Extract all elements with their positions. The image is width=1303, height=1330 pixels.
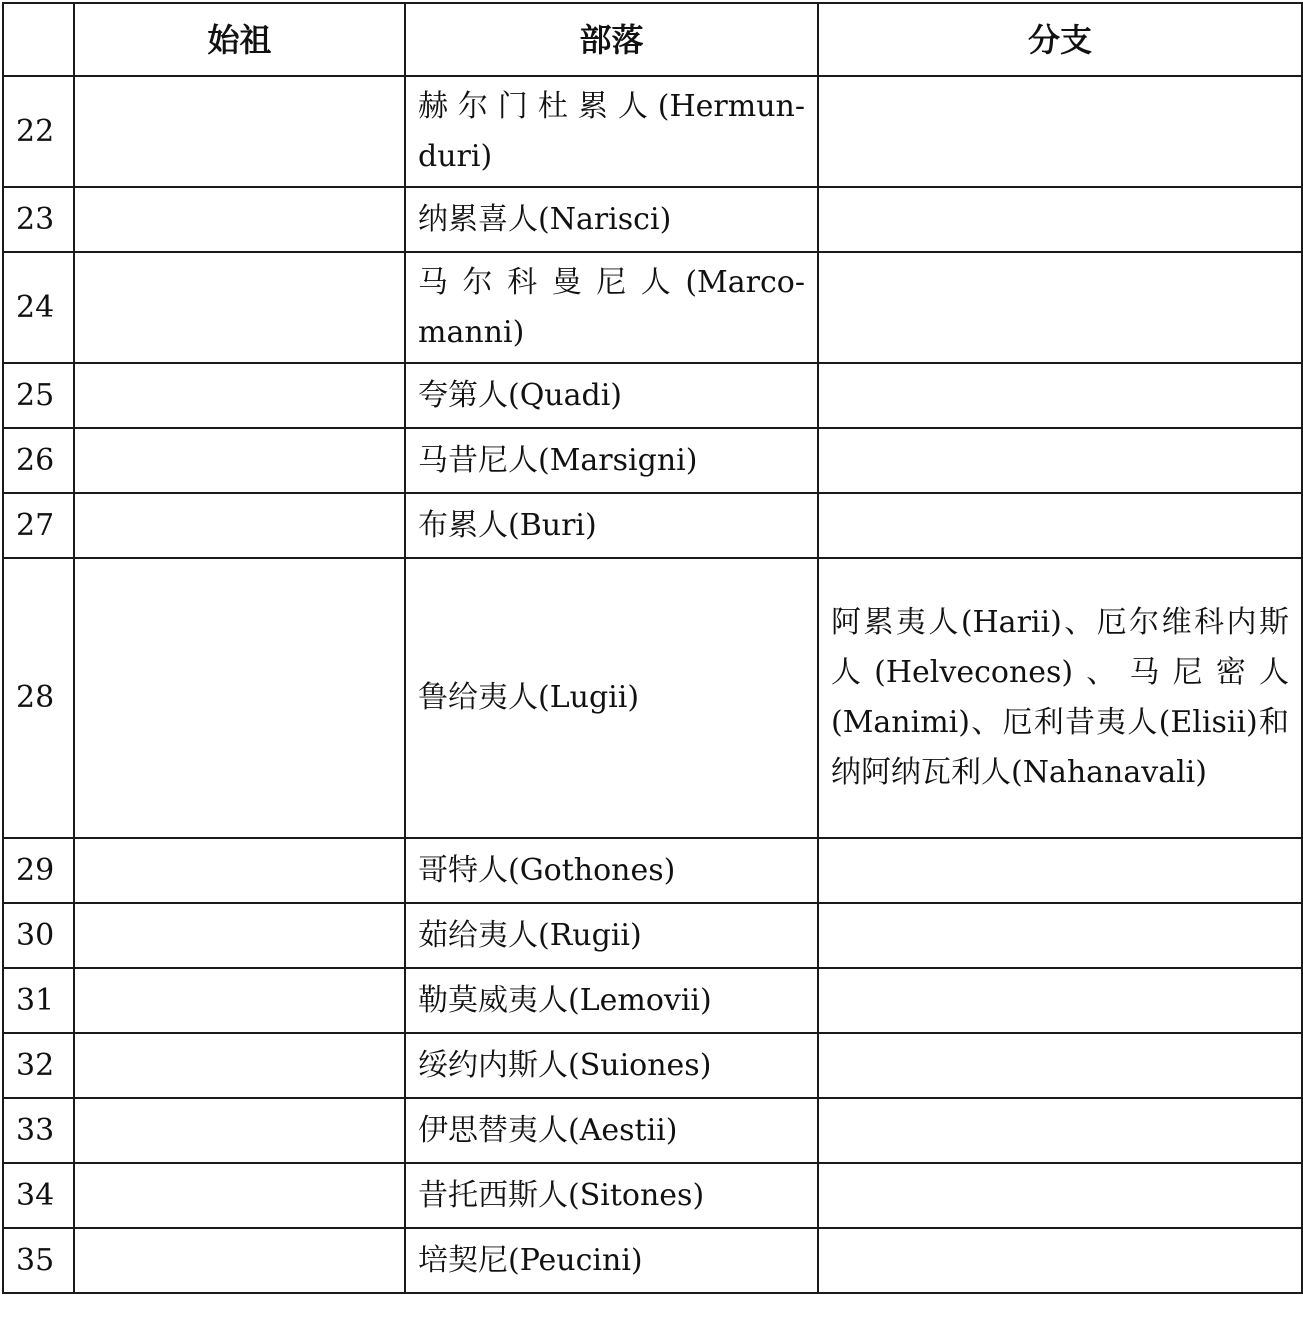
ancestor-cell <box>74 558 405 838</box>
tribe-cell: 纳累喜人(Narisci) <box>405 187 818 252</box>
branch-cell <box>818 252 1302 363</box>
table-row <box>3 968 1302 1033</box>
table-row <box>3 1163 1302 1228</box>
tribe-cell: 赫尔门杜累人(Hermun-duri) <box>405 76 818 187</box>
header-tribe: 部落 <box>405 3 818 76</box>
tribe-cell: 伊思替夷人(Aestii) <box>405 1098 818 1163</box>
row-number: 29 <box>3 838 74 903</box>
row-number: 22 <box>3 76 74 187</box>
row-number: 26 <box>3 428 74 493</box>
row-number: 30 <box>3 903 74 968</box>
header-row <box>3 3 1302 76</box>
tribe-cell: 鲁给夷人(Lugii) <box>405 558 818 838</box>
header-index <box>3 3 74 76</box>
table-header <box>3 3 1302 76</box>
row-number: 23 <box>3 187 74 252</box>
ancestor-cell <box>74 493 405 558</box>
tribe-cell: 茹给夷人(Rugii) <box>405 903 818 968</box>
table-row <box>3 903 1302 968</box>
tribe-cell: 布累人(Buri) <box>405 493 818 558</box>
tribe-cell: 马尔科曼尼人(Marco-manni) <box>405 252 818 363</box>
branch-cell <box>818 838 1302 903</box>
table-row <box>3 363 1302 428</box>
ancestor-cell <box>74 1228 405 1293</box>
table-row <box>3 1033 1302 1098</box>
table-row <box>3 838 1302 903</box>
row-number: 28 <box>3 558 74 838</box>
branch-cell <box>818 76 1302 187</box>
ancestor-cell <box>74 428 405 493</box>
table-body <box>3 76 1302 1293</box>
header-ancestor: 始祖 <box>74 3 405 76</box>
ancestor-cell <box>74 903 405 968</box>
branch-cell <box>818 363 1302 428</box>
tribe-cell: 昔托西斯人(Sitones) <box>405 1163 818 1228</box>
row-number: 31 <box>3 968 74 1033</box>
ancestor-cell <box>74 1098 405 1163</box>
branch-cell <box>818 1098 1302 1163</box>
ancestor-cell <box>74 838 405 903</box>
row-number: 34 <box>3 1163 74 1228</box>
tribe-cell: 夸第人(Quadi) <box>405 363 818 428</box>
ancestor-cell <box>74 363 405 428</box>
branch-cell <box>818 968 1302 1033</box>
table-row <box>3 252 1302 363</box>
ancestor-cell <box>74 252 405 363</box>
table-row <box>3 187 1302 252</box>
tribes-table <box>2 2 1303 1294</box>
branch-cell <box>818 493 1302 558</box>
branch-cell: 阿累夷人(Harii)、厄尔维科内斯人(Helvecones)、马尼密人(Manimi)、厄利昔夷人(Elisii)和纳阿纳瓦利人(Nahanavali) <box>818 558 1302 838</box>
branch-cell <box>818 428 1302 493</box>
row-number: 32 <box>3 1033 74 1098</box>
ancestor-cell <box>74 1033 405 1098</box>
ancestor-cell <box>74 187 405 252</box>
branch-cell <box>818 1033 1302 1098</box>
table-row <box>3 428 1302 493</box>
table-row <box>3 76 1302 187</box>
tribe-cell: 培契尼(Peucini) <box>405 1228 818 1293</box>
table-row <box>3 1228 1302 1293</box>
table-row <box>3 493 1302 558</box>
tribe-cell: 绥约内斯人(Suiones) <box>405 1033 818 1098</box>
ancestor-cell <box>74 1163 405 1228</box>
row-number: 24 <box>3 252 74 363</box>
row-number: 33 <box>3 1098 74 1163</box>
branch-cell <box>818 903 1302 968</box>
ancestor-cell <box>74 968 405 1033</box>
row-number: 35 <box>3 1228 74 1293</box>
row-number: 25 <box>3 363 74 428</box>
ancestor-cell <box>74 76 405 187</box>
branch-cell <box>818 1163 1302 1228</box>
branch-cell <box>818 187 1302 252</box>
branch-cell <box>818 1228 1302 1293</box>
row-number: 27 <box>3 493 74 558</box>
table-row <box>3 1098 1302 1163</box>
table-row <box>3 558 1302 838</box>
tribe-cell: 哥特人(Gothones) <box>405 838 818 903</box>
header-branch: 分支 <box>818 3 1302 76</box>
tribe-cell: 马昔尼人(Marsigni) <box>405 428 818 493</box>
tribe-cell: 勒莫威夷人(Lemovii) <box>405 968 818 1033</box>
